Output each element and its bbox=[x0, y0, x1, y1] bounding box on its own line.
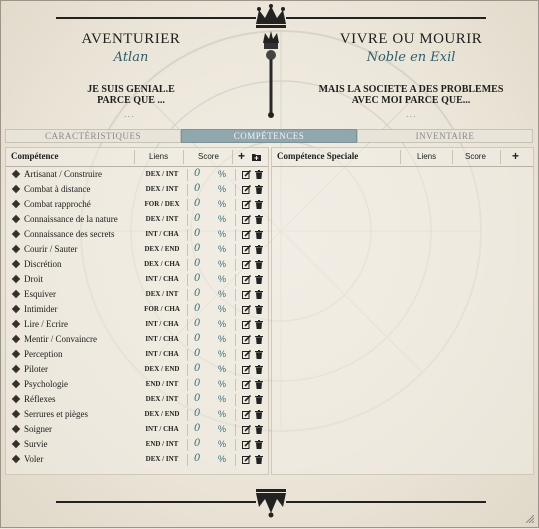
skill-row[interactable] bbox=[6, 423, 268, 438]
skill-score-input[interactable]: 0 bbox=[194, 258, 201, 269]
adventurer-title: AVENTURIER bbox=[81, 31, 181, 47]
roll-dice-icon[interactable] bbox=[12, 215, 20, 223]
skill-score-input[interactable]: 0 bbox=[194, 423, 201, 434]
edit-icon[interactable] bbox=[242, 395, 251, 404]
trash-icon[interactable] bbox=[255, 200, 263, 209]
skills-col-score: Score bbox=[198, 152, 219, 161]
tab-inventory[interactable]: INVENTAIRE bbox=[357, 129, 533, 143]
divider bbox=[235, 289, 236, 301]
skill-name: Survie bbox=[24, 439, 48, 449]
skill-row[interactable] bbox=[6, 183, 268, 198]
roll-dice-icon[interactable] bbox=[12, 410, 20, 418]
divider bbox=[235, 169, 236, 181]
divider bbox=[235, 349, 236, 361]
skill-row[interactable] bbox=[6, 168, 268, 183]
roll-dice-icon[interactable] bbox=[12, 185, 20, 193]
skills-col-name: Compétence bbox=[11, 151, 59, 161]
skill-row[interactable] bbox=[6, 333, 268, 348]
skill-links: INT / CHA bbox=[145, 320, 179, 328]
divider bbox=[187, 169, 188, 181]
divider bbox=[235, 229, 236, 241]
divider bbox=[232, 150, 233, 164]
trash-icon[interactable] bbox=[255, 425, 263, 434]
edit-icon[interactable] bbox=[242, 170, 251, 179]
divider bbox=[235, 439, 236, 451]
edit-icon[interactable] bbox=[242, 230, 251, 239]
roll-dice-icon[interactable] bbox=[12, 275, 20, 283]
tab-skills[interactable]: COMPÉTENCES bbox=[181, 129, 357, 143]
skill-score-input[interactable]: 0 bbox=[194, 198, 201, 209]
skill-row[interactable] bbox=[6, 198, 268, 213]
skill-row[interactable] bbox=[6, 378, 268, 393]
edit-icon[interactable] bbox=[242, 260, 251, 269]
percent-sign: % bbox=[218, 454, 227, 464]
skill-score-input[interactable]: 0 bbox=[194, 243, 201, 254]
divider bbox=[187, 274, 188, 286]
special-col-links: Liens bbox=[417, 152, 437, 161]
skill-row[interactable] bbox=[6, 348, 268, 363]
trash-icon[interactable] bbox=[255, 440, 263, 449]
bottom-rule-left bbox=[56, 501, 256, 503]
skill-row[interactable] bbox=[6, 243, 268, 258]
adventurer-why-line-1: JE SUIS GENIAL.E bbox=[87, 84, 175, 95]
skill-links: INT / CHA bbox=[145, 350, 179, 358]
roll-dice-icon[interactable] bbox=[12, 425, 20, 433]
percent-sign: % bbox=[218, 364, 227, 374]
skill-score-input[interactable]: 0 bbox=[194, 288, 201, 299]
roll-dice-icon[interactable] bbox=[12, 305, 20, 313]
trash-icon[interactable] bbox=[255, 365, 263, 374]
divider bbox=[235, 454, 236, 466]
resize-handle-icon[interactable] bbox=[526, 515, 534, 523]
roll-dice-icon[interactable] bbox=[12, 320, 20, 328]
skill-score-input[interactable]: 0 bbox=[194, 183, 201, 194]
divider bbox=[187, 364, 188, 376]
skill-name: Combat rapproché bbox=[24, 199, 91, 209]
skill-score-input[interactable]: 0 bbox=[194, 378, 201, 389]
divider bbox=[235, 184, 236, 196]
edit-icon[interactable] bbox=[242, 380, 251, 389]
skill-score-input[interactable]: 0 bbox=[194, 273, 201, 284]
live-or-die-why-line-1: MAIS LA SOCIETE A DES PROBLEMES bbox=[318, 84, 504, 95]
skill-row[interactable] bbox=[6, 258, 268, 273]
roll-dice-icon[interactable] bbox=[12, 230, 20, 238]
edit-icon[interactable] bbox=[242, 335, 251, 344]
edit-icon[interactable] bbox=[242, 200, 251, 209]
divider bbox=[452, 150, 453, 164]
top-rule-left bbox=[56, 17, 256, 19]
skill-name: Artisanat / Construire bbox=[24, 169, 102, 179]
bottom-rule-right bbox=[286, 501, 486, 503]
special-skills-header bbox=[272, 148, 533, 167]
skill-name: Mentir / Convaincre bbox=[24, 334, 97, 344]
scepter-icon bbox=[259, 31, 283, 119]
skill-links: DEX / CHA bbox=[144, 260, 180, 268]
skill-name: Connaissance des secrets bbox=[24, 229, 115, 239]
percent-sign: % bbox=[218, 349, 227, 359]
divider bbox=[187, 334, 188, 346]
trash-icon[interactable] bbox=[255, 245, 263, 254]
skill-name: Discrétion bbox=[24, 259, 62, 269]
skill-score-input[interactable]: 0 bbox=[194, 453, 201, 464]
skill-links: DEX / INT bbox=[145, 290, 179, 298]
edit-icon[interactable] bbox=[242, 215, 251, 224]
tab-bar bbox=[5, 129, 533, 143]
divider bbox=[187, 454, 188, 466]
percent-sign: % bbox=[218, 199, 227, 209]
divider bbox=[400, 150, 401, 164]
live-or-die-name[interactable]: Noble en Exil bbox=[366, 50, 456, 65]
skill-row[interactable] bbox=[6, 213, 268, 228]
skills-header bbox=[6, 148, 268, 167]
percent-sign: % bbox=[218, 169, 227, 179]
skill-name: Courir / Sauter bbox=[24, 244, 78, 254]
roll-dice-icon[interactable] bbox=[12, 170, 20, 178]
percent-sign: % bbox=[218, 244, 227, 254]
tab-characteristics[interactable]: CARACTÉRISTIQUES bbox=[5, 129, 181, 143]
divider bbox=[235, 244, 236, 256]
divider bbox=[235, 364, 236, 376]
divider bbox=[235, 199, 236, 211]
add-skill-button[interactable]: + bbox=[238, 149, 246, 163]
divider bbox=[187, 199, 188, 211]
trash-icon[interactable] bbox=[255, 185, 263, 194]
skill-links: DEX / END bbox=[144, 410, 180, 418]
skills-col-links: Liens bbox=[149, 152, 169, 161]
skill-row[interactable] bbox=[6, 228, 268, 243]
skill-row[interactable] bbox=[6, 438, 268, 453]
edit-icon[interactable] bbox=[242, 275, 251, 284]
skill-score-input[interactable]: 0 bbox=[194, 333, 201, 344]
percent-sign: % bbox=[218, 259, 227, 269]
trash-icon[interactable] bbox=[255, 215, 263, 224]
percent-sign: % bbox=[218, 439, 227, 449]
skill-row[interactable] bbox=[6, 363, 268, 378]
skill-links: INT / CHA bbox=[145, 335, 179, 343]
skill-name: Réflexes bbox=[24, 394, 56, 404]
divider bbox=[187, 409, 188, 421]
special-col-name: Compétence Speciale bbox=[277, 151, 359, 161]
percent-sign: % bbox=[218, 229, 227, 239]
divider bbox=[187, 424, 188, 436]
trash-icon[interactable] bbox=[255, 410, 263, 419]
skill-links: DEX / END bbox=[144, 245, 180, 253]
skill-links: DEX / INT bbox=[145, 455, 179, 463]
percent-sign: % bbox=[218, 289, 227, 299]
trash-icon[interactable] bbox=[255, 380, 263, 389]
skill-name: Lire / Ecrire bbox=[24, 319, 68, 329]
live-or-die-title: VIVRE OU MOURIR bbox=[339, 31, 483, 47]
crown-icon bbox=[253, 4, 289, 30]
skill-score-input[interactable]: 0 bbox=[194, 228, 201, 239]
roll-dice-icon[interactable] bbox=[12, 350, 20, 358]
edit-icon[interactable] bbox=[242, 440, 251, 449]
divider bbox=[235, 424, 236, 436]
roll-dice-icon[interactable] bbox=[12, 200, 20, 208]
skill-score-input[interactable]: 0 bbox=[194, 393, 201, 404]
skill-links: DEX / END bbox=[144, 365, 180, 373]
skill-name: Voler bbox=[24, 454, 44, 464]
divider bbox=[235, 214, 236, 226]
percent-sign: % bbox=[218, 424, 227, 434]
edit-icon[interactable] bbox=[242, 455, 251, 464]
trash-icon[interactable] bbox=[255, 320, 263, 329]
skill-name: Droit bbox=[24, 274, 43, 284]
percent-sign: % bbox=[218, 214, 227, 224]
divider bbox=[187, 439, 188, 451]
skill-name: Intimider bbox=[24, 304, 58, 314]
skill-links: DEX / INT bbox=[145, 185, 179, 193]
divider bbox=[187, 379, 188, 391]
divider bbox=[187, 319, 188, 331]
skill-name: Esquiver bbox=[24, 289, 56, 299]
skill-links: END / INT bbox=[145, 380, 179, 388]
skill-links: DEX / INT bbox=[145, 170, 179, 178]
skill-links: FOR / CHA bbox=[144, 305, 180, 313]
divider bbox=[235, 379, 236, 391]
roll-dice-icon[interactable] bbox=[12, 380, 20, 388]
skill-row[interactable] bbox=[6, 393, 268, 408]
skill-name: Connaissance de la nature bbox=[24, 214, 118, 224]
edit-icon[interactable] bbox=[242, 365, 251, 374]
edit-icon[interactable] bbox=[242, 290, 251, 299]
divider bbox=[235, 259, 236, 271]
edit-icon[interactable] bbox=[242, 350, 251, 359]
divider bbox=[187, 394, 188, 406]
skill-name: Perception bbox=[24, 349, 63, 359]
percent-sign: % bbox=[218, 334, 227, 344]
top-rule-right bbox=[286, 17, 486, 19]
skill-score-input[interactable]: 0 bbox=[194, 348, 201, 359]
skill-links: FOR / DEX bbox=[144, 200, 180, 208]
trash-icon[interactable] bbox=[255, 350, 263, 359]
roll-dice-icon[interactable] bbox=[12, 365, 20, 373]
special-col-score: Score bbox=[465, 152, 486, 161]
trash-icon[interactable] bbox=[255, 275, 263, 284]
skill-links: INT / CHA bbox=[145, 425, 179, 433]
divider bbox=[235, 334, 236, 346]
roll-dice-icon[interactable] bbox=[12, 245, 20, 253]
percent-sign: % bbox=[218, 304, 227, 314]
divider bbox=[187, 244, 188, 256]
skill-links: END / INT bbox=[145, 440, 179, 448]
roll-dice-icon[interactable] bbox=[12, 335, 20, 343]
edit-icon[interactable] bbox=[242, 410, 251, 419]
divider bbox=[235, 274, 236, 286]
trash-icon[interactable] bbox=[255, 455, 263, 464]
percent-sign: % bbox=[218, 394, 227, 404]
divider bbox=[183, 150, 184, 164]
skill-name: Combat à distance bbox=[24, 184, 91, 194]
trash-icon[interactable] bbox=[255, 395, 263, 404]
divider bbox=[187, 289, 188, 301]
skill-name: Serrures et pièges bbox=[24, 409, 88, 419]
divider bbox=[134, 150, 135, 164]
trash-icon[interactable] bbox=[255, 335, 263, 344]
percent-sign: % bbox=[218, 319, 227, 329]
percent-sign: % bbox=[218, 409, 227, 419]
bottom-crown-icon bbox=[253, 487, 289, 519]
divider bbox=[187, 349, 188, 361]
adventurer-why-line-2: PARCE QUE ... bbox=[97, 95, 165, 106]
edit-icon[interactable] bbox=[242, 245, 251, 254]
skill-row[interactable] bbox=[6, 273, 268, 288]
divider bbox=[187, 304, 188, 316]
percent-sign: % bbox=[218, 274, 227, 284]
live-or-die-why-field[interactable]: ... bbox=[406, 110, 417, 119]
skill-name: Piloter bbox=[24, 364, 48, 374]
skill-row[interactable] bbox=[6, 408, 268, 423]
divider bbox=[187, 259, 188, 271]
skills-panel bbox=[5, 147, 269, 475]
divider bbox=[235, 409, 236, 421]
skill-score-input[interactable]: 0 bbox=[194, 408, 201, 419]
add-special-skill-button[interactable]: + bbox=[512, 149, 520, 163]
roll-dice-icon[interactable] bbox=[12, 395, 20, 403]
roll-dice-icon[interactable] bbox=[12, 290, 20, 298]
live-or-die-why-line-2: AVEC MOI PARCE QUE... bbox=[351, 95, 471, 106]
skill-score-input[interactable]: 0 bbox=[194, 318, 201, 329]
skill-name: Psychologie bbox=[24, 379, 68, 389]
divider bbox=[500, 150, 501, 164]
divider bbox=[187, 229, 188, 241]
roll-dice-icon[interactable] bbox=[12, 455, 20, 463]
skill-name: Soigner bbox=[24, 424, 52, 434]
trash-icon[interactable] bbox=[255, 260, 263, 269]
skill-score-input[interactable]: 0 bbox=[194, 438, 201, 449]
special-skills-panel bbox=[271, 147, 534, 475]
skill-links: INT / CHA bbox=[145, 275, 179, 283]
roll-dice-icon[interactable] bbox=[12, 440, 20, 448]
adventurer-name[interactable]: Atlan bbox=[113, 50, 149, 65]
skill-score-input[interactable]: 0 bbox=[194, 213, 201, 224]
divider bbox=[187, 214, 188, 226]
skill-row[interactable] bbox=[6, 453, 268, 468]
edit-icon[interactable] bbox=[242, 305, 251, 314]
divider bbox=[235, 319, 236, 331]
trash-icon[interactable] bbox=[255, 305, 263, 314]
skill-links: DEX / INT bbox=[145, 215, 179, 223]
divider bbox=[235, 394, 236, 406]
edit-icon[interactable] bbox=[242, 425, 251, 434]
divider bbox=[235, 304, 236, 316]
trash-icon[interactable] bbox=[255, 230, 263, 239]
folder-plus-icon[interactable] bbox=[252, 153, 261, 161]
skill-links: INT / CHA bbox=[145, 230, 179, 238]
roll-dice-icon[interactable] bbox=[12, 260, 20, 268]
adventurer-why-field[interactable]: ... bbox=[124, 110, 135, 119]
skill-score-input[interactable]: 0 bbox=[194, 363, 201, 374]
trash-icon[interactable] bbox=[255, 170, 263, 179]
percent-sign: % bbox=[218, 379, 227, 389]
percent-sign: % bbox=[218, 184, 227, 194]
skill-score-input[interactable]: 0 bbox=[194, 303, 201, 314]
skill-links: DEX / INT bbox=[145, 395, 179, 403]
skill-row[interactable] bbox=[6, 288, 268, 303]
trash-icon[interactable] bbox=[255, 290, 263, 299]
skill-row[interactable] bbox=[6, 303, 268, 318]
skill-row[interactable] bbox=[6, 318, 268, 333]
divider bbox=[187, 184, 188, 196]
edit-icon[interactable] bbox=[242, 320, 251, 329]
skill-score-input[interactable]: 0 bbox=[194, 168, 201, 179]
edit-icon[interactable] bbox=[242, 185, 251, 194]
